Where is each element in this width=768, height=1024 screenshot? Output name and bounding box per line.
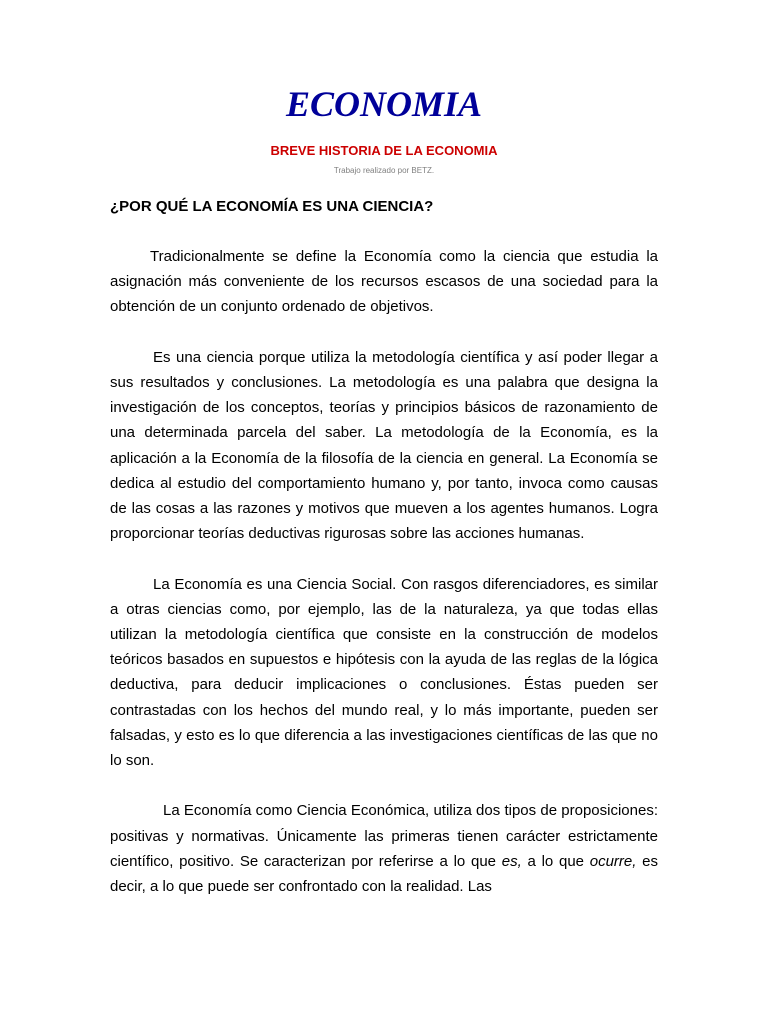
author-credit: Trabajo realizado por BETZ. — [333, 166, 435, 175]
document-body — [110, 244, 658, 924]
paragraph-3: La Economía es una Ciencia Social. Con rasgos diferenciadores, es similar a otras ciencias como, por ejemplo, las de la naturaleza, ya que todas ellas utilizan la metodología científica que consiste en la construcción de modelos teóricos basados en supuestos e hipótesis con la ayuda de las reglas de la lógica deductiva, para deducir implicaciones o conclusiones. Éstas pueden ser contrastadas con los hechos del mundo real, y lo más importante, pueden ser falsadas, y esto es lo que diferencia a las investigaciones científicas de las que no lo son. — [110, 575, 658, 770]
paragraph-4-text-3: es decir, a lo que puede ser confrontado con la realidad. Las — [110, 852, 658, 896]
paragraph-1: Tradicionalmente se define la Economía como la ciencia que estudia la asignación más conveniente de los recursos escasos de una sociedad para la obtención de un conjunto ordenado de objetivos. — [110, 248, 658, 316]
paragraph-2: Es una ciencia porque utiliza la metodología científica y así poder llegar a sus resultados y conclusiones. La metodología es una palabra que designa la investigación de los conceptos, teorías y principios básicos de razonamiento de una determinada parcela del saber. La metodología de la Economía, es la aplicación a la Economía de la filosofía de la ciencia en general. La Economía se dedica al estudio del comportamiento humano y, por tanto, invoca como causas de las cosas a las razones y motivos que mueven a los agentes humanos. Logra proporcionar teorías deductivas rigurosas sobre las acciones humanas. — [110, 348, 658, 543]
paragraph-4-text-2: a lo que — [521, 852, 590, 870]
paragraph-4-emphasis-1: es, — [501, 852, 522, 870]
document-subtitle: BREVE HISTORIA DE LA ECONOMIA — [270, 143, 498, 158]
paragraph-4-emphasis-2: ocurre, — [589, 852, 637, 870]
document-title: ECONOMIA — [285, 84, 483, 124]
paragraph-4 — [110, 798, 658, 899]
section-heading: ¿POR QUÉ LA ECONOMÍA ES UNA CIENCIA? — [110, 198, 434, 215]
paragraph-4-text-1: La Economía como Ciencia Económica, utiliza dos tipos de proposiciones: positivas y normativas. Únicamente las primeras tienen carácter estrictamente científico, positivo. Se caracterizan por referirse a lo que — [110, 802, 658, 870]
